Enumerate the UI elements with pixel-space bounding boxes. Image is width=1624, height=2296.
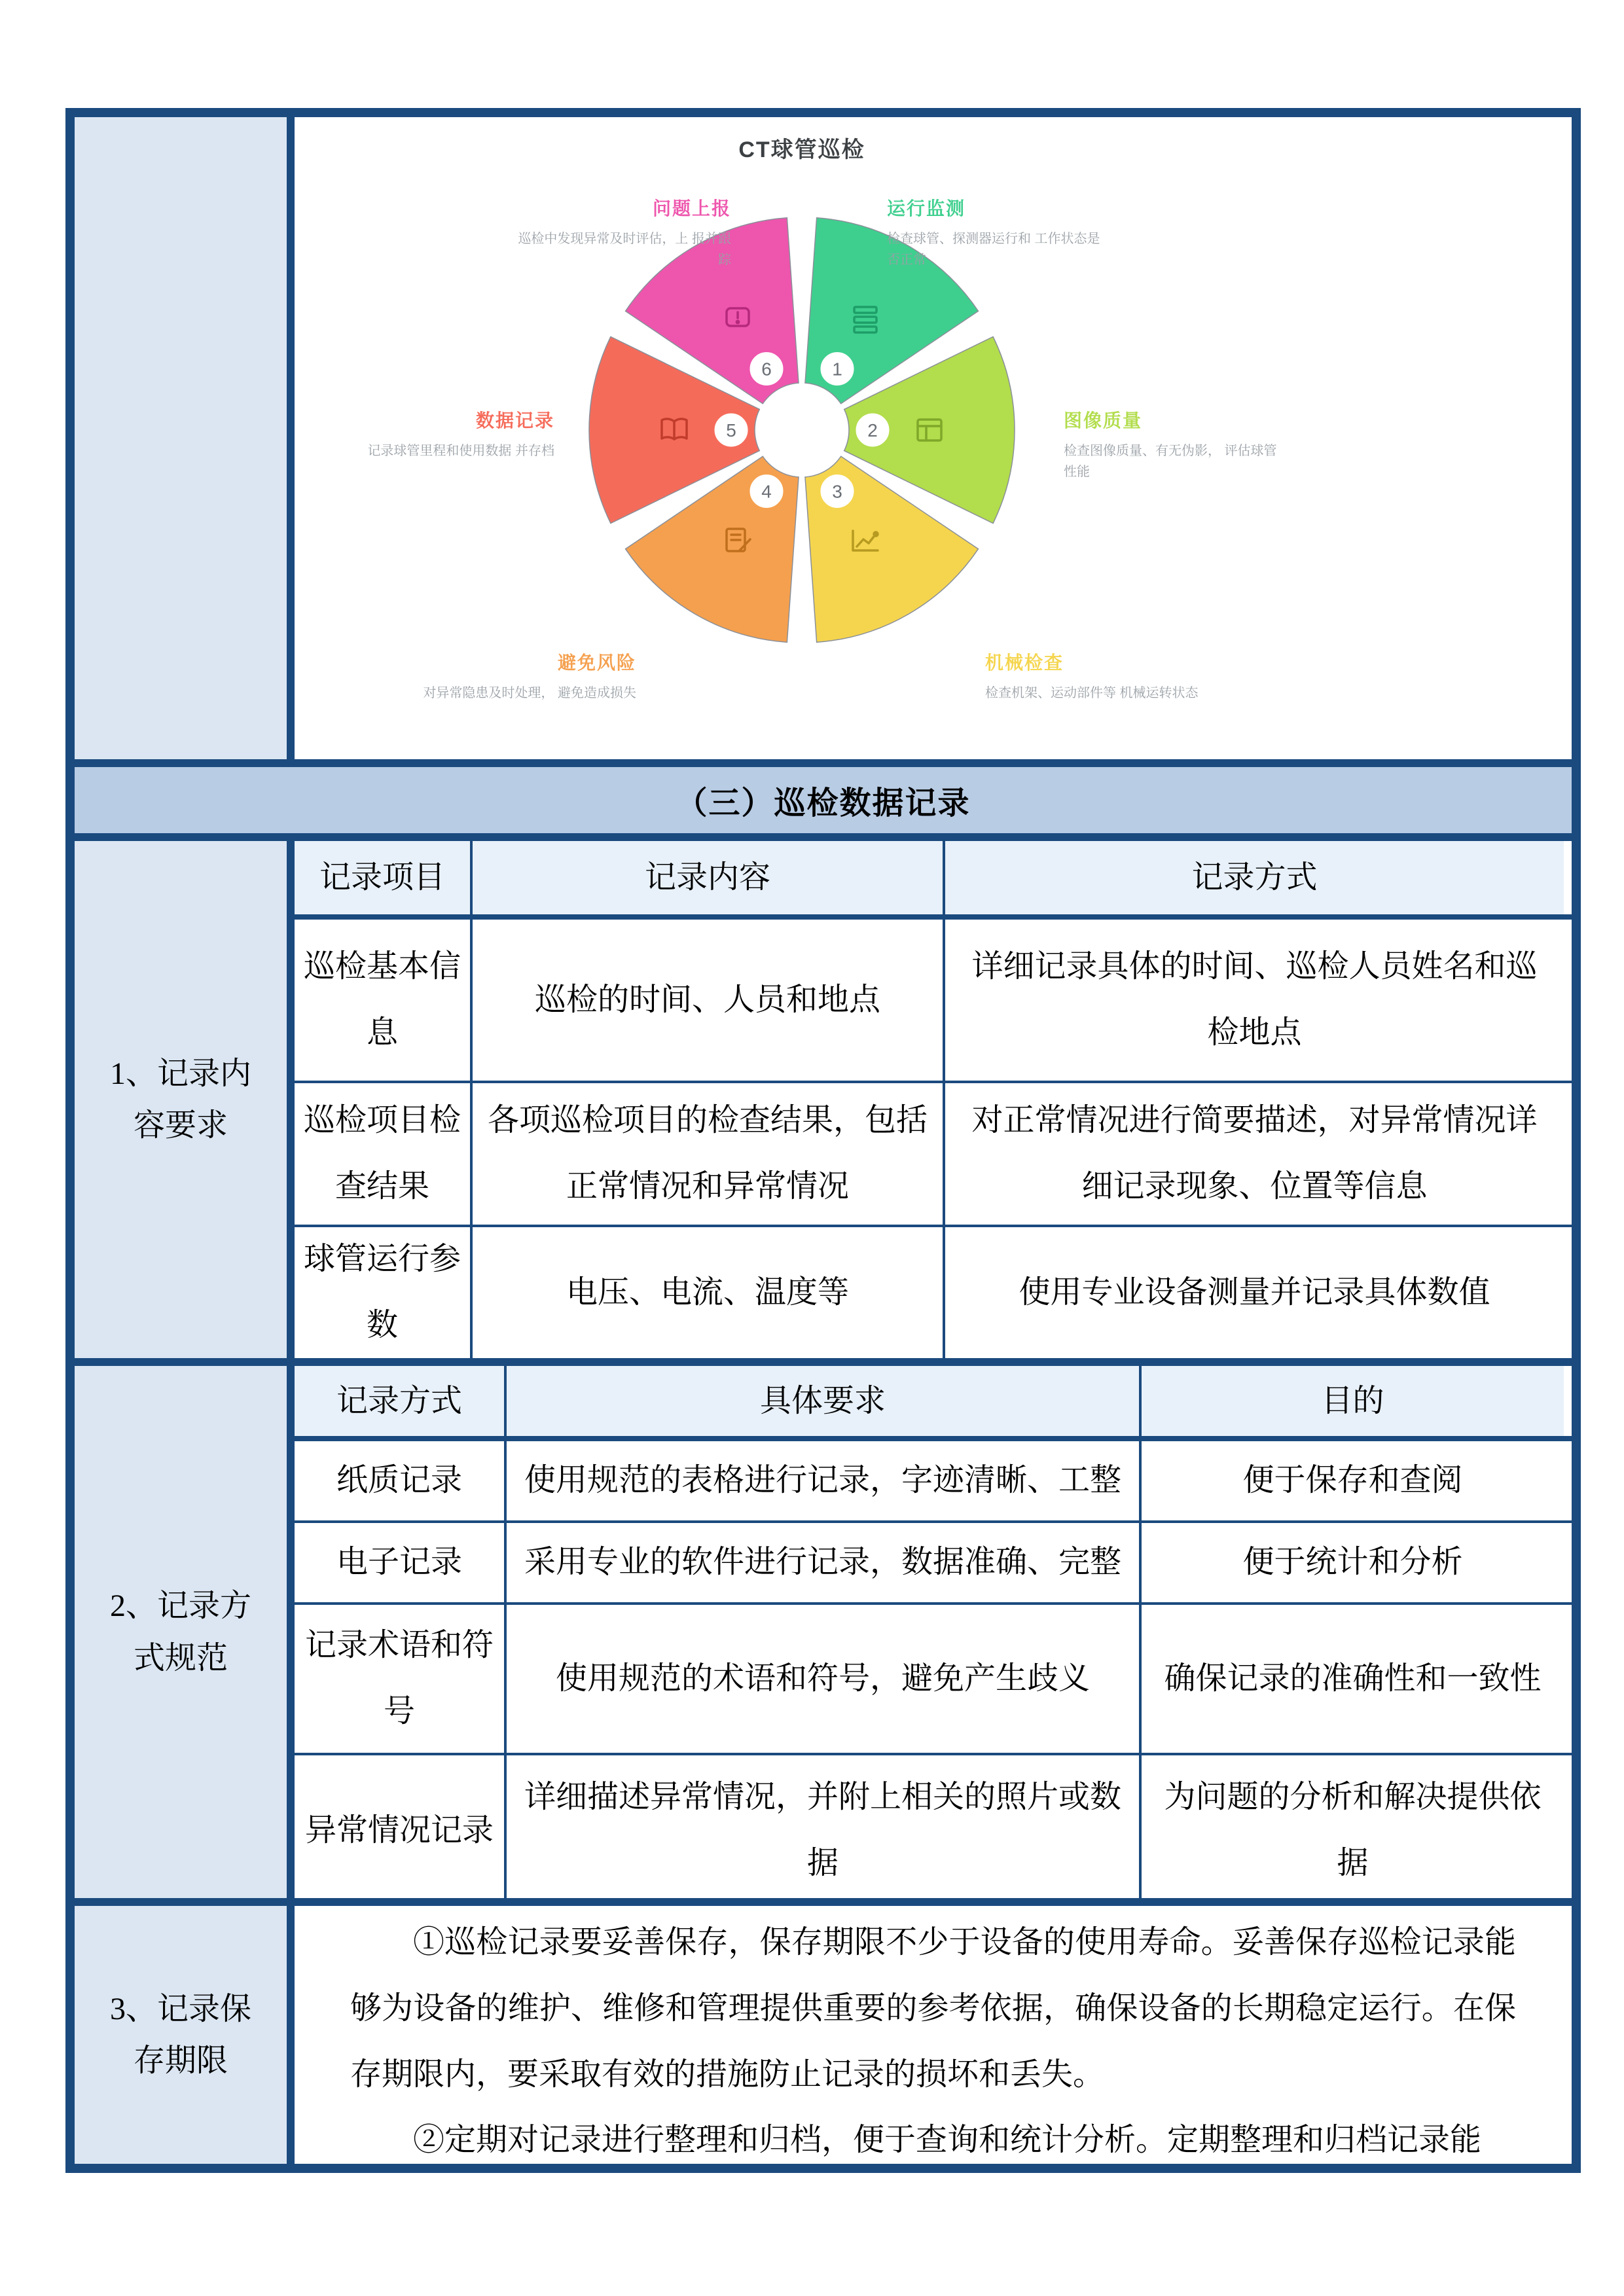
badge-5-number: 5 — [726, 420, 736, 440]
section3-cell — [295, 1906, 1572, 2164]
cell-purpose: 为问题的分析和解决提供依据 — [1164, 1780, 1542, 1880]
cell-requirement: 详细描述异常情况，并附上相关的照片或数据 — [507, 1755, 1142, 1898]
ct-tube-inspection-diagram — [295, 117, 1572, 759]
section1-side-label: 1、记录内容要求 — [75, 841, 295, 1358]
cell-purpose: 确保记录的准确性和一致性 — [1164, 1660, 1542, 1696]
label-data-record — [367, 406, 554, 461]
cell-content: 电压、电流、温度等 — [473, 1227, 945, 1358]
cell-method: 记录术语和符号 — [295, 1605, 507, 1753]
cell-method: 详细记录具体的时间、巡检人员姓名和巡检地点 — [971, 949, 1538, 1050]
cell-method: 纸质记录 — [295, 1441, 507, 1520]
section1-row — [75, 841, 1572, 1358]
section2-row — [75, 1358, 1572, 1898]
badge-6-number: 6 — [761, 359, 772, 380]
section-title: （三）巡检数据记录 — [676, 786, 971, 821]
badge-2-number: 2 — [867, 420, 878, 440]
header-record-item: 记录项目 — [295, 841, 473, 914]
label-data-record-title: 数据记录 — [475, 410, 554, 431]
section3-side-label: 3、记录保存期限 — [75, 1906, 295, 2164]
cell-method: 对正常情况进行简要描述，对异常情况详细记录现象、位置等信息 — [971, 1103, 1538, 1204]
label-data-record-desc: 记录球管里程和使用数据 并存档 — [367, 444, 554, 458]
section2-table — [295, 1366, 1572, 1898]
table-header-row — [295, 1366, 1572, 1441]
label-operation-monitor — [887, 194, 1103, 270]
table-row — [295, 1755, 1572, 1898]
header-record-content: 记录内容 — [473, 841, 945, 914]
section3-row — [75, 1898, 1572, 2164]
header-requirement: 具体要求 — [507, 1366, 1142, 1436]
label-image-quality-title: 图像质量 — [1064, 410, 1143, 431]
cell-method: 异常情况记录 — [295, 1755, 507, 1898]
diagram-row — [75, 117, 1572, 759]
table-row — [295, 1441, 1572, 1523]
cell-requirement: 使用规范的术语和符号，避免产生歧义 — [507, 1605, 1142, 1753]
table-row — [295, 1605, 1572, 1755]
table-row — [295, 1227, 1572, 1358]
header-purpose: 目的 — [1142, 1366, 1564, 1436]
badge-1-number: 1 — [832, 359, 842, 380]
table-row — [295, 1523, 1572, 1605]
label-mechanical-check-title: 机械检查 — [985, 653, 1064, 673]
section2-side-label: 2、记录方式规范 — [75, 1366, 295, 1898]
cell-item: 球管运行参数 — [295, 1227, 473, 1358]
label-risk-avoid-title: 避免风险 — [557, 653, 636, 673]
label-image-quality-desc: 检查图像质量、有无伪影， 评估球管性能 — [1064, 444, 1277, 479]
header-method: 记录方式 — [295, 1366, 507, 1436]
diagram-side-cell — [75, 117, 295, 759]
table-header-row — [295, 841, 1572, 920]
label-issue-report-desc: 巡检中发现异常及时评估，上 报并跟踪 — [518, 232, 731, 267]
cell-content: 巡检的时间、人员和地点 — [473, 920, 945, 1081]
label-image-quality — [1064, 406, 1280, 482]
table-row — [295, 1083, 1572, 1227]
label-mechanical-check — [985, 649, 1199, 704]
cell-item: 巡检基本信息 — [295, 920, 473, 1081]
retention-paragraph-2: ②定期对记录进行整理和归档，便于查询和统计分析。定期整理和归档记录能 — [413, 2123, 1482, 2158]
label-mechanical-check-desc: 检查机架、运动部件等 机械运转状态 — [985, 686, 1199, 700]
label-operation-monitor-desc: 检查球管、探测器运行和 工作状态是否正常 — [887, 232, 1100, 267]
cell-method: 电子记录 — [295, 1523, 507, 1602]
label-issue-report-title: 问题上报 — [652, 198, 731, 219]
retention-paragraph-1: ①巡检记录要妥善保存，保存期限不少于设备的使用寿命。妥善保存巡检记录能够为设备的维护、维修和管理提供重要的参考依据，确保设备的长期稳定运行。在保存期限内，要采取有效的措施防止记录的损坏和丢失。 — [350, 1925, 1516, 2092]
label-risk-avoid — [423, 649, 636, 704]
badge-3-number: 3 — [832, 481, 842, 502]
section1-table — [295, 841, 1572, 1358]
cell-content: 各项巡检项目的检查结果，包括正常情况和异常情况 — [473, 1083, 945, 1225]
badge-4-number: 4 — [761, 481, 772, 502]
cell-purpose: 便于统计和分析 — [1242, 1545, 1463, 1580]
diagram-title: CT球管巡检 — [738, 137, 865, 162]
cell-item: 巡检项目检查结果 — [295, 1083, 473, 1225]
table-row — [295, 920, 1572, 1083]
retention-text — [295, 1906, 1572, 2164]
label-issue-report — [515, 194, 731, 270]
section-title-band — [75, 759, 1572, 841]
header-record-method: 记录方式 — [945, 841, 1564, 914]
diagram-cell — [295, 117, 1572, 759]
cell-requirement: 使用规范的表格进行记录，字迹清晰、工整 — [507, 1441, 1142, 1520]
cell-requirement: 采用专业的软件进行记录，数据准确、完整 — [507, 1523, 1142, 1602]
label-operation-monitor-title: 运行监测 — [887, 198, 966, 219]
cell-method: 使用专业设备测量并记录具体数值 — [1019, 1274, 1490, 1310]
main-table — [65, 108, 1581, 2173]
label-risk-avoid-desc: 对异常隐患及时处理， 避免造成损失 — [423, 686, 636, 700]
cell-purpose: 便于保存和查阅 — [1242, 1463, 1463, 1498]
